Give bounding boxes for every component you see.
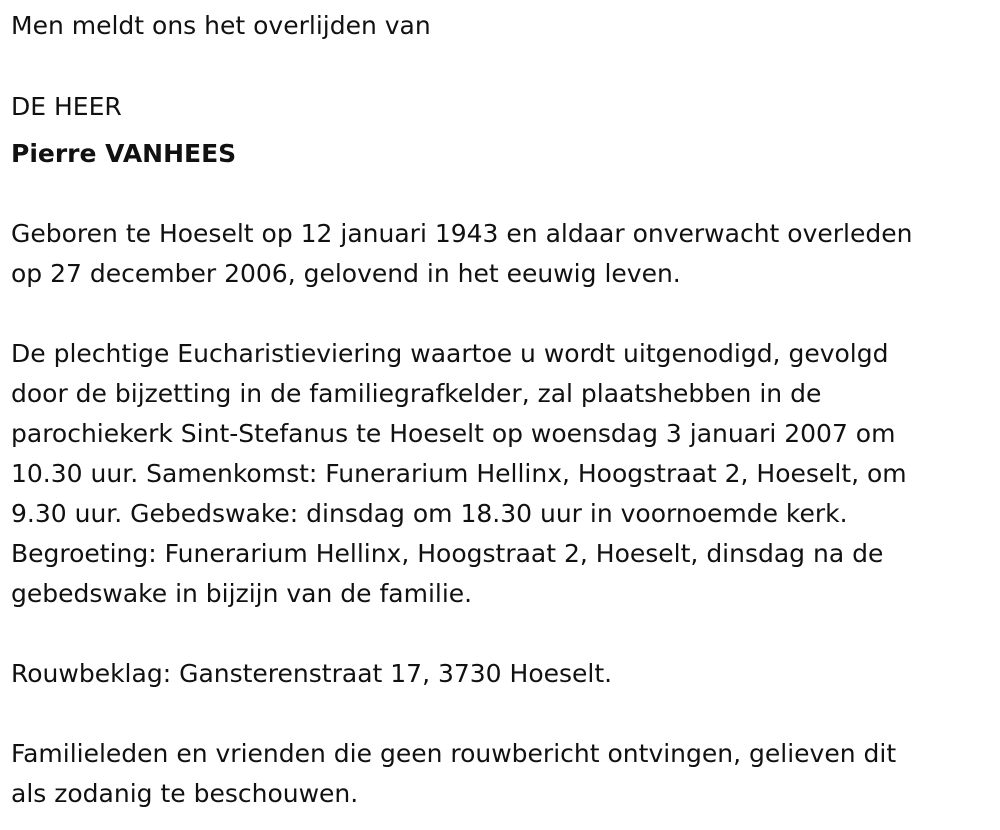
paragraph-line: 9.30 uur. Gebedswake: dinsdag om 18.30 uur in voornoemde kerk. bbox=[11, 499, 848, 528]
intro-text: Men meldt ons het overlijden van bbox=[11, 11, 431, 40]
funeral-service-paragraph bbox=[11, 334, 907, 614]
paragraph-line: als zodanig te beschouwen. bbox=[11, 779, 359, 808]
condolence-address: Rouwbeklag: Gansterenstraat 17, 3730 Hoeselt. bbox=[11, 659, 613, 688]
paragraph-line: De plechtige Eucharistieviering waartoe u wordt uitgenodigd, gevolgd bbox=[11, 339, 889, 368]
paragraph-line: Familieleden en vrienden die geen rouwbericht ontvingen, gelieven dit bbox=[11, 739, 897, 768]
paragraph-line: op 27 december 2006, gelovend in het eeuwig leven. bbox=[11, 259, 681, 288]
paragraph-line: gebedswake in bijzijn van de familie. bbox=[11, 579, 473, 608]
deceased-name: Pierre VANHEES bbox=[11, 139, 237, 168]
honorific-title: DE HEER bbox=[11, 92, 122, 121]
paragraph-line: Begroeting: Funerarium Hellinx, Hoogstraat 2, Hoeselt, dinsdag na de bbox=[11, 539, 884, 568]
paragraph-line: Geboren te Hoeselt op 12 januari 1943 en aldaar onverwacht overleden bbox=[11, 219, 913, 248]
condolence-address-paragraph bbox=[11, 654, 612, 694]
paragraph-line: 10.30 uur. Samenkomst: Funerarium Hellinx, Hoogstraat 2, Hoeselt, om bbox=[11, 459, 907, 488]
paragraph-line: parochiekerk Sint-Stefanus te Hoeselt op woensdag 3 januari 2007 om bbox=[11, 419, 896, 448]
birth-death-paragraph bbox=[11, 214, 912, 294]
paragraph-line: door de bijzetting in de familiegrafkelder, zal plaatshebben in de bbox=[11, 379, 822, 408]
family-notice-paragraph bbox=[11, 734, 896, 814]
